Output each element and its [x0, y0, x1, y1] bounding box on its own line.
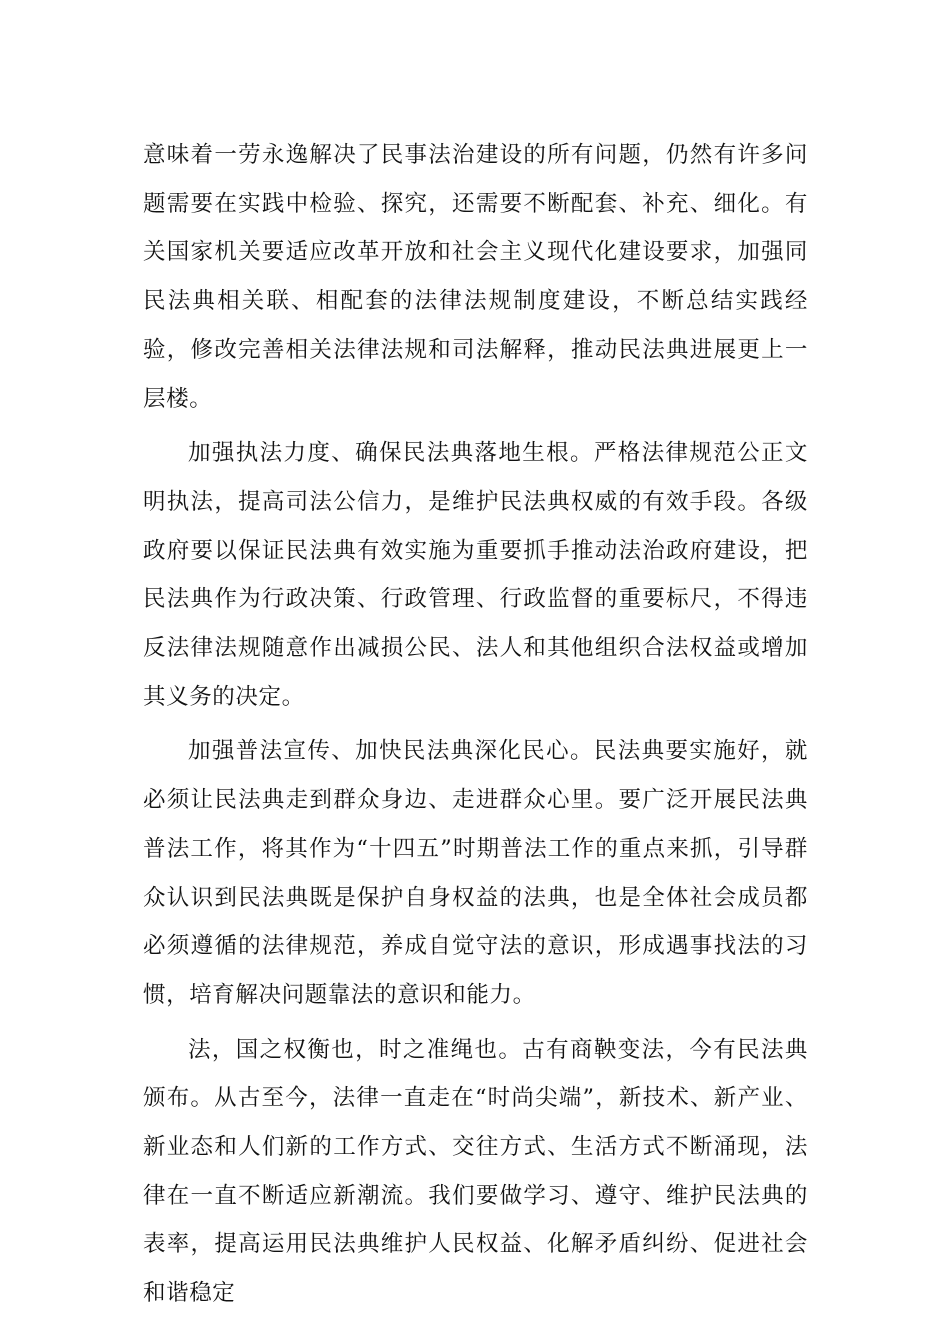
paragraph-enforcement: 加强执法力度、确保民法典落地生根。严格法律规范公正文明执法，提高司法公信力，是维护民法典权威的有效手段。各级政府要以保证民法典有效实施为重要抓手推动法治政府建设，把民法典作为行政决策、行政管理、行政监督的重要标尺，不得违反法律法规随意作出减损公民、法人和其他组织合法权益或增加其义务的决定。 [143, 440, 808, 710]
paragraph-conclusion: 法，国之权衡也，时之准绳也。古有商鞅变法，今有民法典颁布。从古至今，法律一直走在“时尚尖端”，新技术、新产业、新业态和人们新的工作方式、交往方式、生活方式不断涌现，法律在一直不断适应新潮流。我们要做学习、遵守、维护民法典的表率，提高运用民法典维护人民权益、化解矛盾纠纷、促进社会和谐稳定 [143, 1036, 808, 1307]
document-body [143, 131, 808, 1324]
paragraph-publicity: 加强普法宣传、加快民法典深化民心。民法典要实施好，就必须让民法典走到群众身边、走进群众心里。要广泛开展民法典普法工作，将其作为“十四五”时期普法工作的重点来抓，引导群众认识到民法典既是保护自身权益的法典，也是全体社会成员都必须遵循的法律规范，养成自觉守法的意识，形成遇事找法的习惯，培育解决问题靠法的意识和能力。 [143, 738, 808, 1008]
paragraph-continuation: 意味着一劳永逸解决了民事法治建设的所有问题，仍然有许多问题需要在实践中检验、探究，还需要不断配套、补充、细化。有关国家机关要适应改革开放和社会主义现代化建设要求，加强同民法典相关联、相配套的法律法规制度建设，不断总结实践经验，修改完善相关法律法规和司法解释，推动民法典进展更上一层楼。 [143, 142, 808, 412]
